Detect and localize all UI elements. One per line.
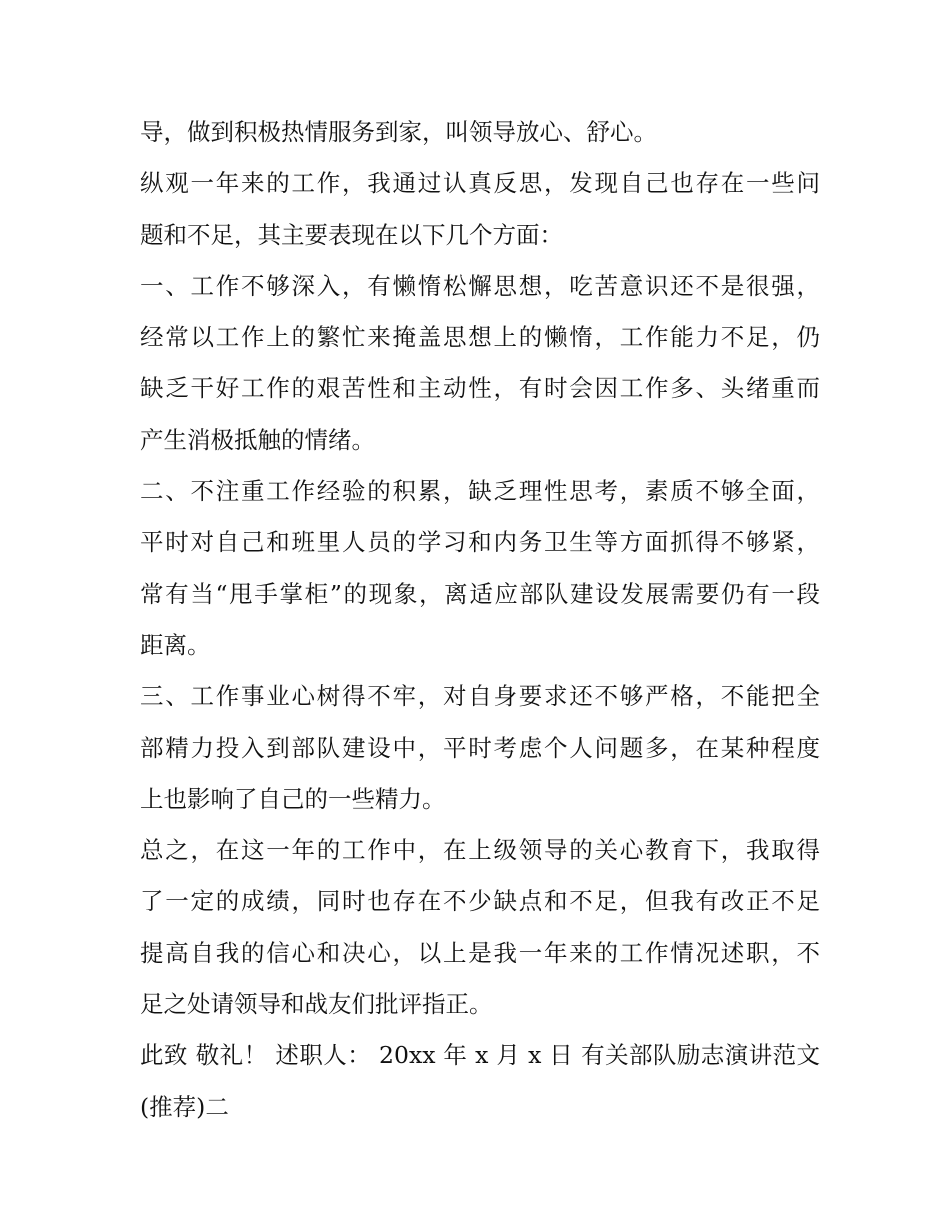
document-line: 提高自我的信心和决心，以上是我一年来的工作情况述职，不 [140,938,820,967]
document-line: 常有当“甩手掌柜”的现象，离适应部队建设发展需要仍有一段 [140,579,820,608]
document-line: 上也影响了自己的一些精力。 [140,784,446,813]
document-line: 此致 敬礼！ 述职人： 20xx 年 x 月 x 日 有关部队励志演讲范文 [140,1041,820,1070]
document-line: 部精力投入到部队建设中，平时考虑个人问题多，在某种程度 [140,733,820,762]
document-line: (推荐)二 [140,1092,229,1121]
document-line: 纵观一年来的工作，我通过认真反思，发现自己也存在一些问 [140,169,820,198]
document-line: 导，做到积极热情服务到家，叫领导放心、舒心。 [140,118,657,146]
document-line: 经常以工作上的繁忙来掩盖思想上的懒惰，工作能力不足，仍 [140,323,820,352]
document-line: 距离。 [140,630,211,659]
document-line: 了一定的成绩，同时也存在不少缺点和不足，但我有改正不足 [140,887,820,916]
document-line: 题和不足，其主要表现在以下几个方面： [140,220,563,249]
document-line: 三、工作事业心树得不牢，对自身要求还不够严格，不能把全 [140,682,820,711]
document-line: 总之，在这一年的工作中，在上级领导的关心教育下，我取得 [140,836,820,865]
document-line: 一、工作不够深入，有懒惰松懈思想，吃苦意识还不是很强， [140,271,820,300]
document-line: 产生消极抵触的情绪。 [140,425,375,454]
document-body [140,107,820,1133]
document-line: 二、不注重工作经验的积累，缺乏理性思考，素质不够全面， [140,477,820,506]
document-line: 平时对自己和班里人员的学习和内务卫生等方面抓得不够紧， [140,528,820,557]
document-line: 缺乏干好工作的艰苦性和主动性，有时会因工作多、头绪重而 [140,374,820,403]
document-line: 足之处请领导和战友们批评指正。 [140,990,493,1019]
